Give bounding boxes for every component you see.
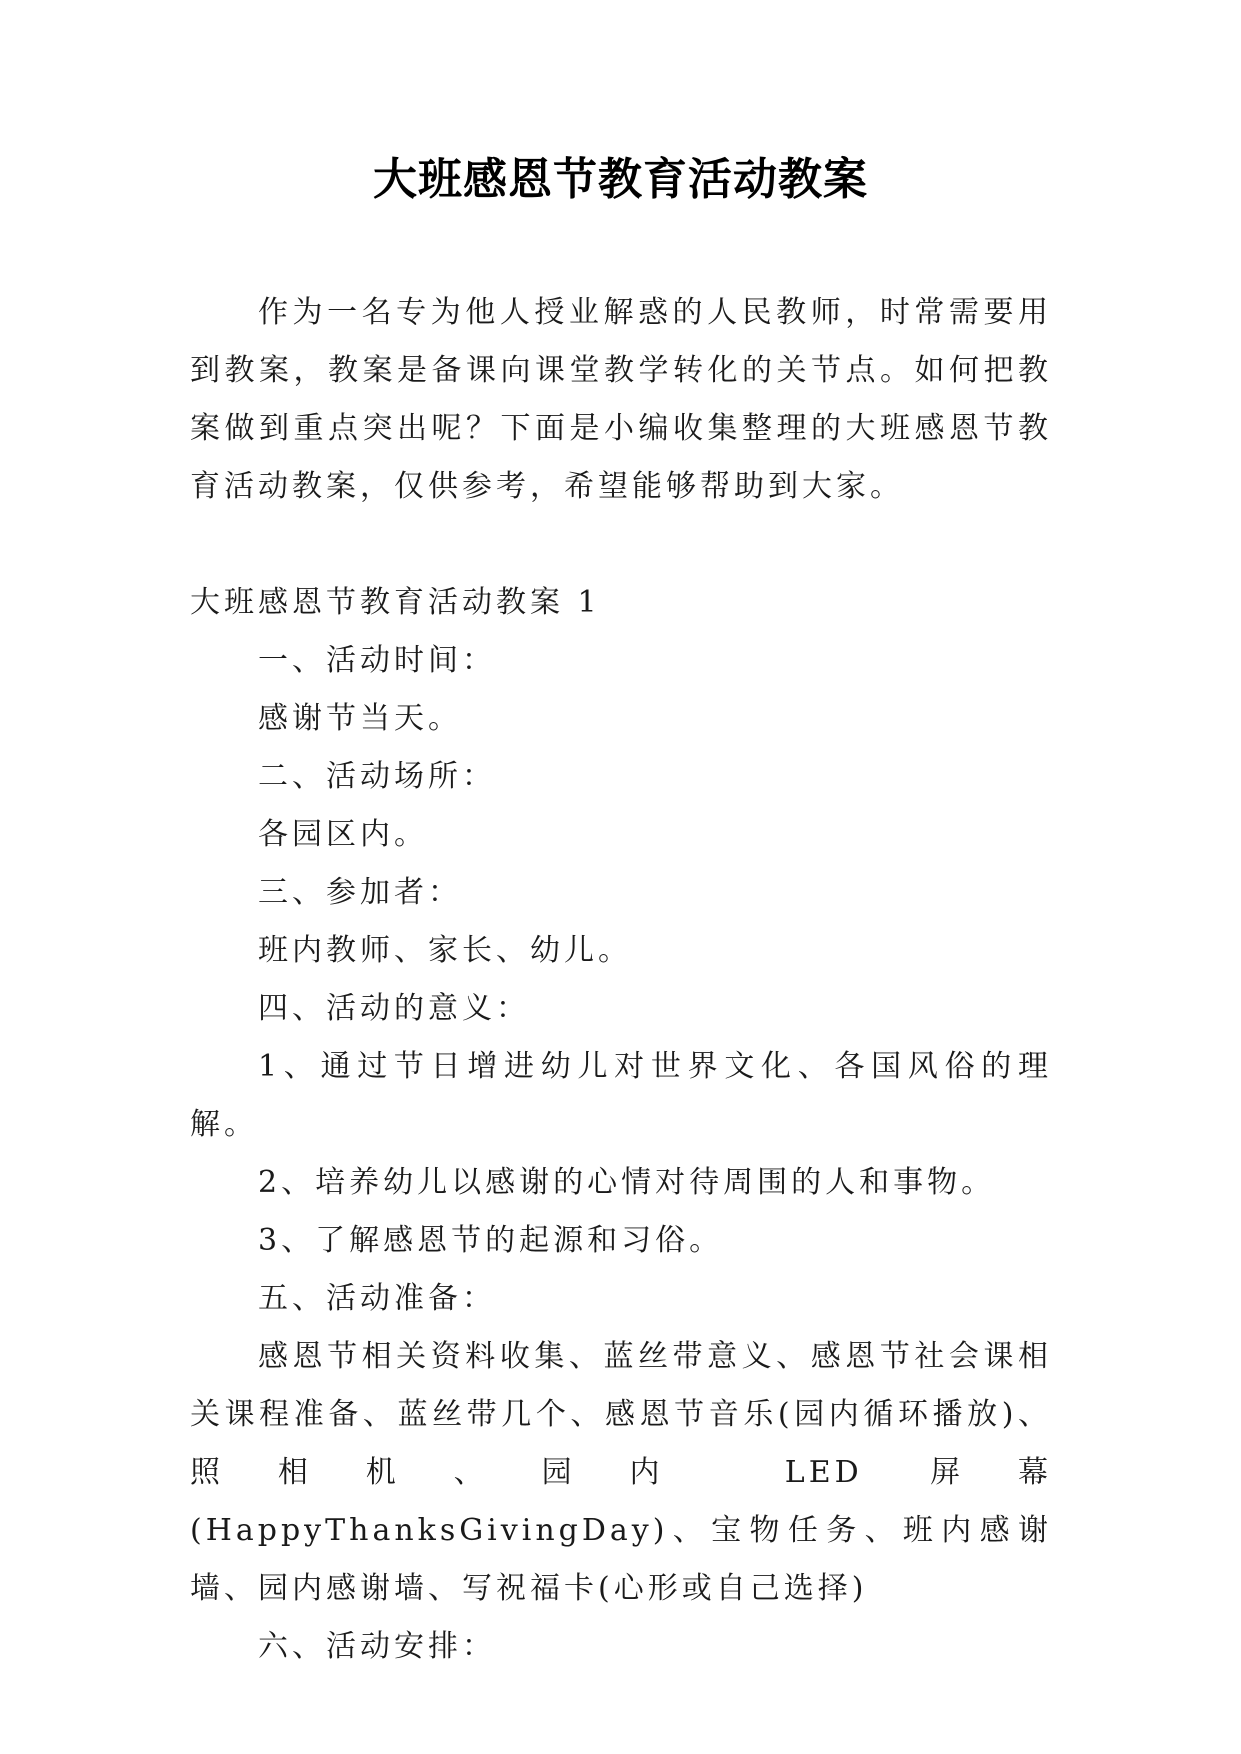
heading-activity-venue: 二、活动场所：: [258, 759, 496, 794]
paragraph-participants: 班内教师、家长、幼儿。: [258, 933, 632, 968]
heading-participants: 三、参加者：: [258, 875, 462, 910]
heading-preparation: 五、活动准备：: [258, 1281, 496, 1316]
intro-paragraph: 作为一名专为他人授业解惑的人民教师，时常需要用到教案，教案是备课向课堂教学转化的关节点。如何把教案做到重点突出呢？下面是小编收集整理的大班感恩节教育活动教案，仅供参考，希望能够帮助到大家。: [190, 295, 1052, 504]
paragraph-activity-time: 感谢节当天。: [258, 701, 462, 736]
paragraph-activity-venue: 各园区内。: [258, 817, 428, 852]
heading-arrangement: 六、活动安排：: [258, 1629, 496, 1664]
heading-significance: 四、活动的意义：: [258, 991, 530, 1026]
heading-activity-time: 一、活动时间：: [258, 643, 496, 678]
list-item-significance-3: 3、了解感恩节的起源和习俗。: [258, 1223, 724, 1258]
paragraph-preparation: 感恩节相关资料收集、蓝丝带意义、感恩节社会课相关课程准备、蓝丝带几个、感恩节音乐(园内循环播放)、照相机、园内 LED 屏幕(HappyThanksGivingDay)、宝物任务、班内感谢墙、园内感谢墙、写祝福卡(心形或自己选择): [190, 1339, 1052, 1606]
list-item-significance-2: 2、培养幼儿以感谢的心情对待周围的人和事物。: [258, 1165, 996, 1200]
section-heading: 大班感恩节教育活动教案 1: [190, 585, 601, 620]
list-item-significance-1: 1、通过节日增进幼儿对世界文化、各国风俗的理解。: [190, 1049, 1052, 1142]
document-title: 大班感恩节教育活动教案: [373, 154, 868, 205]
document-body: [190, 284, 1052, 1676]
